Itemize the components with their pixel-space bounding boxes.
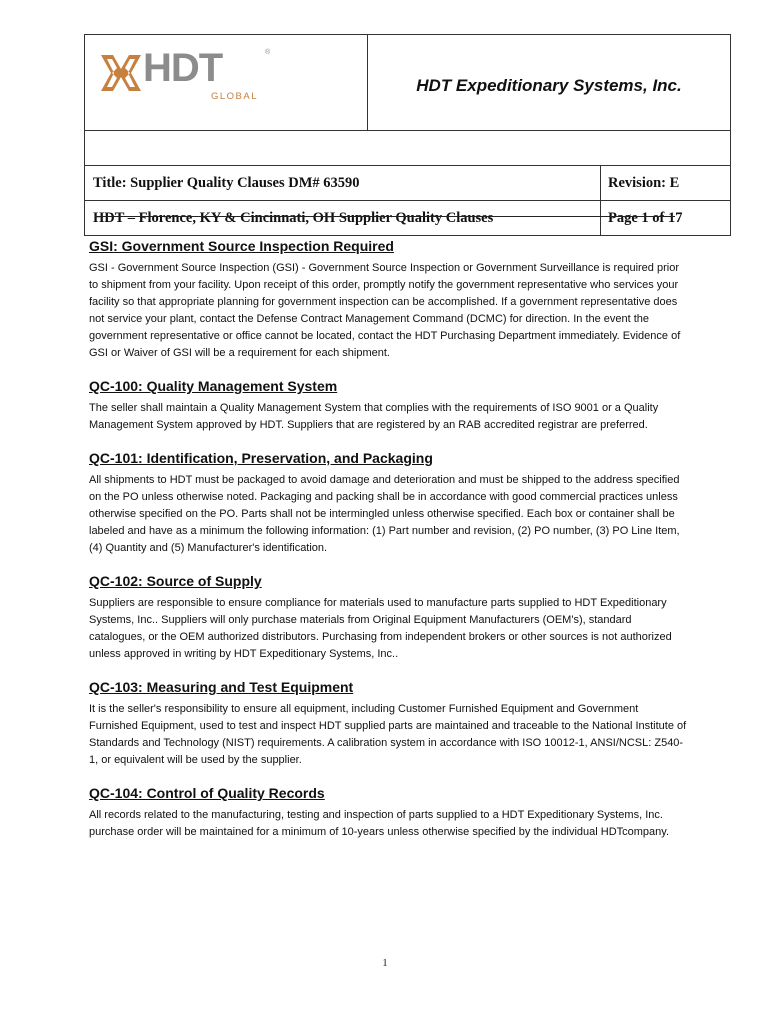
page-number: 1 — [382, 957, 388, 969]
section-qc-103 — [89, 677, 689, 769]
logo-wordmark: HDT — [143, 46, 223, 90]
logo-cell — [85, 35, 368, 130]
title-cell — [85, 166, 601, 200]
section-heading: QC-100: Quality Management System — [89, 378, 338, 394]
header-table — [84, 34, 731, 236]
section-gsi — [89, 236, 689, 362]
section-qc-104 — [89, 783, 689, 841]
section-body: It is the seller's responsibility to ensure all equipment, including Customer Furnished Equipment and Government Furnished Equipment, used to test and inspect HDT supplied parts are maintained and traceable to the National Institute of Standards and Technology (NIST) requirements. A calibration system in accordance with ISO 10012-1, ANSI/NCSL: Z540-1, or equivalent will be used by the supplier. — [89, 703, 687, 766]
company-name: HDT Expeditionary Systems, Inc. — [416, 75, 682, 95]
section-qc-101 — [89, 448, 689, 557]
company-name-cell — [368, 35, 730, 130]
document-subtitle: HDT – Florence, KY & Cincinnati, OH Supplier Quality Clauses — [93, 209, 494, 226]
section-heading: QC-104: Control of Quality Records — [89, 785, 325, 801]
section-heading: QC-102: Source of Supply — [89, 573, 262, 589]
section-body: All records related to the manufacturing, testing and inspection of parts supplied to a HDT Expeditionary Systems, Inc. purchase order will be maintained for a minimum of 10-years unless otherwise specified by the individual HDTcompany. — [89, 809, 670, 838]
hdt-global-logo — [99, 45, 279, 101]
section-qc-102 — [89, 571, 689, 663]
section-body: All shipments to HDT must be packaged to avoid damage and deterioration and must be shipped to the address specified on the PO unless otherwise noted. Packaging and packing shall be in accordance with good commercial practices unless otherwise specified on the PO. Parts shall not be intermingled unless otherwise specified. Each box or container shall be labeled and have as a minimum the following information: (1) Part number and revision, (2) PO number, (3) PO Line Item, (4) Quantity and (5) Manufacturer's identification. — [89, 474, 680, 554]
header-title-row — [85, 166, 730, 201]
header-divider — [95, 216, 675, 217]
logo-registered-mark: ® — [265, 49, 271, 56]
section-heading: GSI: Government Source Inspection Required — [89, 238, 394, 254]
section-heading: QC-103: Measuring and Test Equipment — [89, 679, 354, 695]
hdt-emblem-icon — [99, 51, 143, 95]
section-body: The seller shall maintain a Quality Management System that complies with the requirements of ISO 9001 or a Quality Management System approved by HDT. Suppliers that are registered by an RAB accredited registrar are preferred. — [89, 402, 659, 431]
page-count-cell — [601, 201, 730, 235]
revision-label: Revision: E — [608, 174, 680, 191]
document-title: Title: Supplier Quality Clauses DM# 63590 — [93, 174, 360, 191]
section-heading: QC-101: Identification, Preservation, and Packaging — [89, 450, 433, 466]
logo-tagline: GLOBAL — [211, 91, 259, 102]
section-body: Suppliers are responsible to ensure compliance for materials used to manufacture parts supplied to HDT Expeditionary Systems, Inc.. Suppliers will only purchase materials from Original Equipment Manufacturers (OEM's), standard catalogues, or the OEM authorized distributors. Purchasing from independent brokers or other sources is not authorized unless approved in writing by HDT Expeditionary Systems, Inc.. — [89, 597, 672, 660]
header-spacer-row — [85, 131, 730, 166]
revision-cell — [601, 166, 730, 200]
document-body — [89, 236, 689, 855]
header-top-row — [85, 35, 730, 131]
subtitle-cell — [85, 201, 601, 235]
section-qc-100 — [89, 376, 689, 434]
header-subtitle-row — [85, 201, 730, 235]
section-body: GSI - Government Source Inspection (GSI) - Government Source Inspection or Government Surveillance is required prior to shipment from your facility. Upon receipt of this order, promptly notify the government representative who services your facility so that appropriate planning for government inspection can be accomplished. If a government representative does not service your plant, contact the Defense Contract Management Command (DCMC) for direction. In the event the government representative or office cannot be located, contact the HDT Purchasing Department immediately. Evidence of GSI or Waiver of GSI will be a requirement for each shipment. — [89, 262, 681, 359]
page-count: Page 1 of 17 — [608, 209, 683, 226]
